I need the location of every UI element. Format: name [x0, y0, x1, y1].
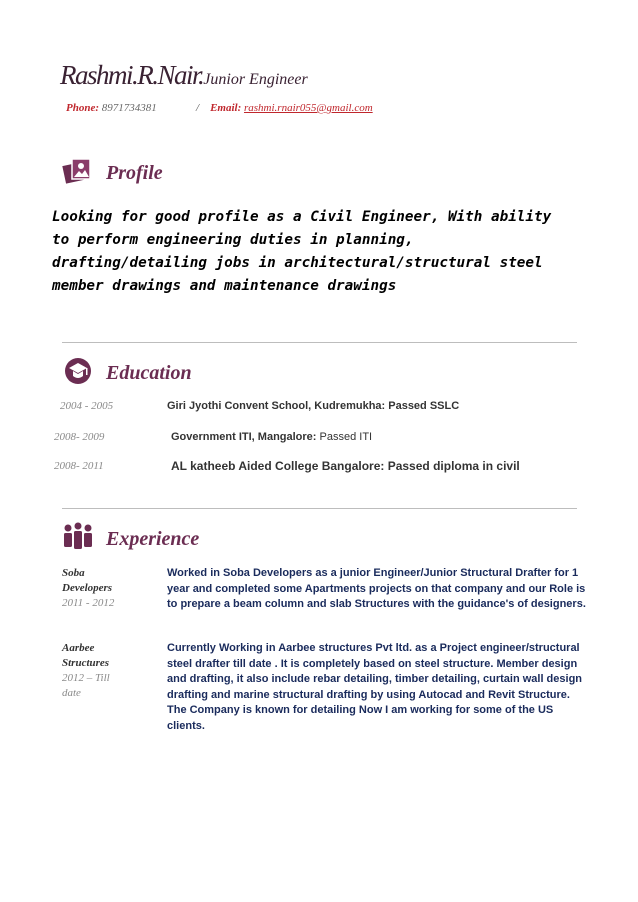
experience-description-1: Worked in Soba Developers as a junior Engineer/Junior Structural Drafter for 1 year and completed some Apartments projects on that company and our Role is to prepare a beam column and slab Structures with the guidance's of designers. — [167, 567, 586, 610]
education-school-2-bold: Government ITI, Mangalore: — [171, 431, 317, 443]
education-year-2: 2008- 2009 — [54, 431, 105, 443]
phone-line — [66, 102, 157, 114]
org-name-line-1: Soba — [62, 567, 85, 579]
candidate-name — [60, 60, 308, 91]
profile-text: Looking for good profile as a Civil Engineer, With ability to perform engineering duties in planning, drafting/detailing jobs in architectural/structural steel member drawings and maintenance drawings — [52, 209, 552, 294]
experience-org-2 — [62, 641, 132, 701]
education-school-2-plain: Passed ITI — [316, 431, 373, 443]
email-line — [196, 102, 373, 114]
role-text: Junior Engineer — [203, 71, 308, 88]
org-years: 2012 – Till — [62, 672, 110, 684]
org-name-line-2: Structures — [62, 657, 110, 669]
email-link[interactable]: rashmi.rnair055@gmail.com — [243, 102, 373, 114]
graduate-icon — [63, 356, 93, 391]
education-year-3: 2008- 2011 — [54, 460, 104, 472]
contact-separator: / — [196, 102, 200, 114]
name-text: Rashmi.R.Nair. — [60, 60, 204, 90]
profile-heading: Profile — [106, 162, 163, 184]
org-name-line-1: Aarbee — [62, 642, 95, 654]
phone-label: Phone: — [66, 102, 99, 114]
divider — [62, 342, 577, 343]
experience-heading: Experience — [106, 528, 200, 550]
email-label: Email: — [210, 102, 242, 114]
education-school-2 — [171, 431, 372, 443]
org-name-line-2: Developers — [62, 582, 113, 594]
org-years-line-2: date — [62, 687, 81, 699]
divider — [62, 508, 577, 509]
experience-description-2: Currently Working in Aarbee structures Pvt ltd. as a Project engineer/structural steel drafter till date . It is completely based on steel structure. Member design and drafting, it also include rebar detailing, timber detailing, curtain wall design drafting and marine structural drafting by using Autocad and Revit Structure. The Company is known for detailing Now I am working for some of the US clients. — [167, 642, 583, 732]
team-icon — [62, 522, 94, 557]
org-years: 2011 - 2012 — [62, 597, 115, 609]
phone-value: 8971734381 — [101, 102, 157, 114]
education-school-1: Giri Jyothi Convent School, Kudremukha: Passed SSLC — [167, 400, 460, 412]
experience-org-1 — [62, 566, 132, 611]
education-year-1: 2004 - 2005 — [60, 400, 114, 412]
education-school-3: AL katheeb Aided College Bangalore: Passed diploma in civil — [171, 459, 520, 473]
photos-icon — [62, 156, 92, 191]
education-heading: Education — [106, 362, 192, 384]
